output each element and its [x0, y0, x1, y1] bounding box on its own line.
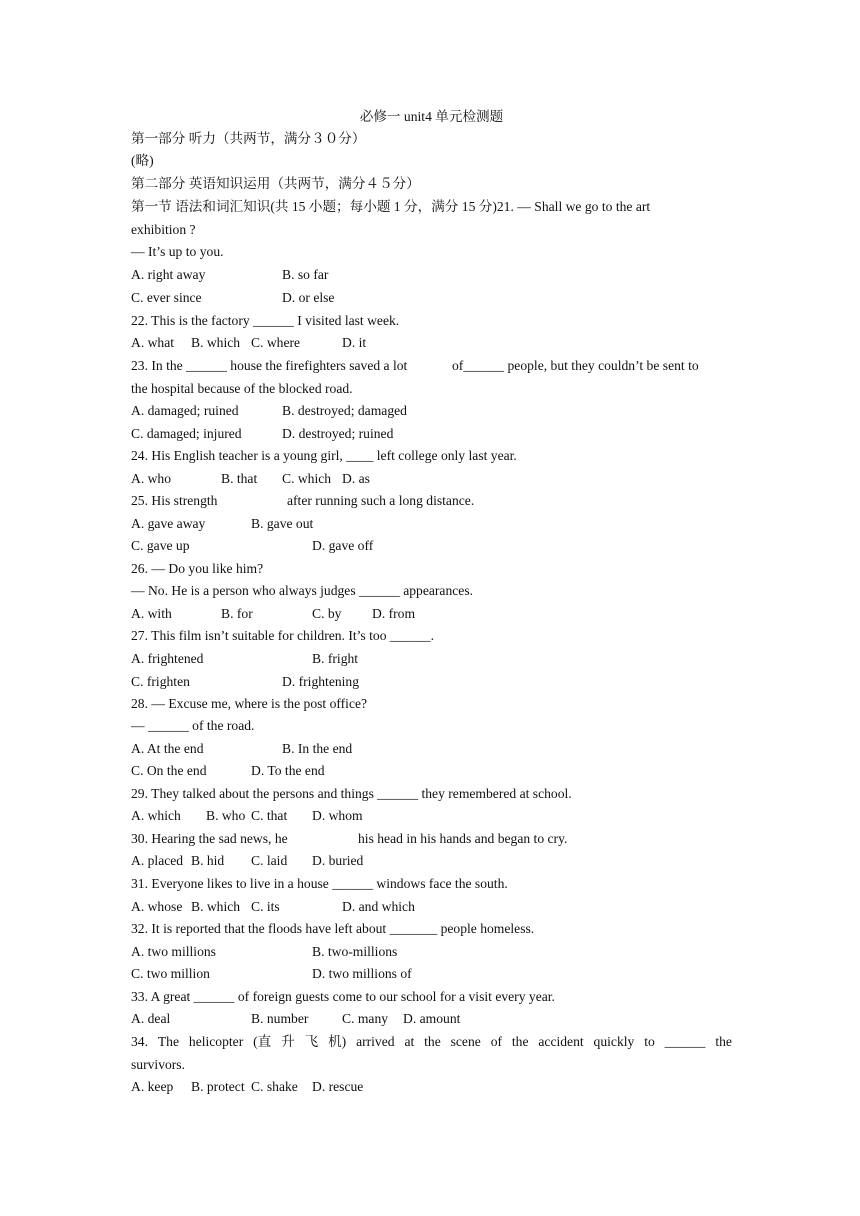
question-30-text-part-2: his head in his hands and began to cry.	[358, 831, 568, 846]
option-b: B. protect	[191, 1079, 245, 1094]
question-34-text-continued: survivors.	[131, 1057, 185, 1072]
option-a: A. which	[131, 808, 181, 823]
option-c: C. laid	[251, 853, 288, 868]
option-a: A. with	[131, 606, 172, 621]
question-23-text	[131, 355, 732, 377]
question-30-text	[131, 828, 732, 850]
question-23-text-part-2: of______ people, but they couldn’t be sent to	[452, 358, 699, 373]
question-30-text-part-1: 30. Hearing the sad news, he	[131, 831, 288, 846]
option-c: C. its	[251, 899, 280, 914]
option-d: D. it	[342, 335, 367, 350]
option-c: C. where	[251, 335, 301, 350]
question-26-text: 26. — Do you like him?	[131, 561, 264, 576]
option-b: B. for	[221, 606, 253, 621]
option-a: A. two millions	[131, 944, 216, 959]
option-d: D. whom	[312, 808, 363, 823]
option-a: A. deal	[131, 1011, 171, 1026]
option-d: D. amount	[403, 1011, 461, 1026]
question-26-options	[131, 603, 732, 625]
option-c: C. by	[312, 606, 342, 621]
option-a: A. At the end	[131, 741, 204, 756]
question-32-options-row-1	[131, 941, 732, 963]
question-34-word: accident	[538, 1034, 584, 1049]
option-b: B. number	[251, 1011, 309, 1026]
question-25-text	[131, 490, 732, 512]
option-c: C. many	[342, 1011, 389, 1026]
question-23-text-part-1: 23. In the ______ house the firefighters saved a lot	[131, 358, 408, 373]
question-31-text: 31. Everyone likes to live in a house ______ windows face the south.	[131, 876, 508, 891]
option-a: A. what	[131, 335, 175, 350]
part-two-heading: 第二部分 英语知识运用（共两节，满分４５分）	[131, 176, 420, 191]
option-d: D. two millions of	[312, 966, 412, 981]
option-c: C. ever since	[131, 290, 202, 305]
question-27-options-row-2	[131, 671, 732, 693]
option-a: A. damaged; ruined	[131, 403, 239, 418]
question-34-word: 机)	[328, 1034, 347, 1049]
question-22-options	[131, 332, 732, 354]
question-34-text	[131, 1031, 732, 1053]
question-21-options-row-2	[131, 287, 732, 309]
question-23-text-continued: the hospital because of the blocked road.	[131, 381, 353, 396]
option-a: A. placed	[131, 853, 184, 868]
question-34-word: helicopter	[188, 1034, 244, 1049]
option-b: B. fright	[312, 651, 359, 666]
option-a: A. keep	[131, 1079, 174, 1094]
question-34-word: to	[644, 1034, 655, 1049]
question-34-options	[131, 1076, 732, 1098]
option-d: D. as	[342, 471, 370, 486]
option-d: D. or else	[282, 290, 335, 305]
question-34-word: ______	[664, 1034, 706, 1049]
question-28-options-row-1	[131, 738, 732, 760]
question-30-options	[131, 850, 732, 872]
question-34-word: (直	[253, 1034, 272, 1049]
question-34-word: 飞	[304, 1034, 319, 1049]
question-33-text: 33. A great ______ of foreign guests come to our school for a visit every year.	[131, 989, 555, 1004]
option-c: C. that	[251, 808, 288, 823]
question-33-options	[131, 1008, 732, 1030]
question-28-options-row-2	[131, 760, 732, 782]
question-23-options-row-2	[131, 423, 732, 445]
question-27-options-row-1	[131, 648, 732, 670]
option-b: B. which	[191, 899, 241, 914]
part-one-note: (略)	[131, 153, 154, 168]
option-c: C. On the end	[131, 763, 207, 778]
question-34-word: 升	[281, 1034, 295, 1049]
question-25-options-row-1	[131, 513, 732, 535]
question-24-text: 24. His English teacher is a young girl, ____ left college only last year.	[131, 448, 517, 463]
question-26-answer: — No. He is a person who always judges ______ appearances.	[131, 583, 474, 598]
option-c: C. damaged; injured	[131, 426, 242, 441]
question-21-options-row-1	[131, 264, 732, 286]
question-31-options	[131, 896, 732, 918]
question-34-word: The	[157, 1034, 180, 1049]
question-34-word: at	[404, 1034, 415, 1049]
option-d: D. and which	[342, 899, 415, 914]
page-title: 必修一 unit4 单元检测题	[359, 109, 504, 124]
part-one-heading: 第一部分 听力（共两节，满分３０分）	[131, 131, 366, 146]
question-32-text: 32. It is reported that the floods have left about _______ people homeless.	[131, 921, 535, 936]
section-one-heading: 第一节 语法和词汇知识(共 15 小题；每小题 1 分，满分 15 分)21. — Shall we go to the art	[131, 199, 651, 214]
option-b: B. that	[221, 471, 258, 486]
question-21-answer: — It’s up to you.	[131, 244, 224, 259]
option-b: B. destroyed; damaged	[282, 403, 407, 418]
question-32-options-row-2	[131, 963, 732, 985]
option-b: B. In the end	[282, 741, 353, 756]
option-c: C. two million	[131, 966, 210, 981]
option-d: D. To the end	[251, 763, 325, 778]
option-d: D. from	[372, 606, 416, 621]
option-b: B. so far	[282, 267, 329, 282]
question-34-word: 34.	[131, 1034, 148, 1049]
option-b: B. two-millions	[312, 944, 398, 959]
question-28-answer: — ______ of the road.	[131, 718, 255, 733]
option-c: C. frighten	[131, 674, 190, 689]
question-34-word: the	[715, 1034, 732, 1049]
option-d: D. buried	[312, 853, 364, 868]
option-b: B. who	[206, 808, 246, 823]
question-29-options	[131, 805, 732, 827]
question-25-options-row-2	[131, 535, 732, 557]
question-21-text: exhibition ?	[131, 222, 196, 237]
question-27-text: 27. This film isn’t suitable for children. It’s too ______.	[131, 628, 435, 643]
option-d: D. frightening	[282, 674, 360, 689]
option-c: C. which	[282, 471, 332, 486]
option-b: B. hid	[191, 853, 225, 868]
option-a: A. who	[131, 471, 172, 486]
option-c: C. gave up	[131, 538, 190, 553]
question-34-word: scene	[450, 1034, 481, 1049]
question-29-text: 29. They talked about the persons and things ______ they remembered at school.	[131, 786, 572, 801]
question-25-text-part-1: 25. His strength	[131, 493, 218, 508]
question-24-options	[131, 468, 732, 490]
option-a: A. frightened	[131, 651, 204, 666]
option-a: A. gave away	[131, 516, 206, 531]
question-25-text-part-2: after running such a long distance.	[287, 493, 475, 508]
option-b: B. gave out	[251, 516, 314, 531]
option-b: B. which	[191, 335, 241, 350]
question-28-text: 28. — Excuse me, where is the post office?	[131, 696, 368, 711]
question-22-text: 22. This is the factory ______ I visited last week.	[131, 313, 400, 328]
option-c: C. shake	[251, 1079, 298, 1094]
question-34-word: quickly	[593, 1034, 635, 1049]
option-d: D. gave off	[312, 538, 374, 553]
question-34-word: of	[490, 1034, 503, 1049]
option-a: A. whose	[131, 899, 183, 914]
question-34-word: the	[424, 1034, 441, 1049]
option-d: D. destroyed; ruined	[282, 426, 394, 441]
option-d: D. rescue	[312, 1079, 364, 1094]
question-34-word: the	[511, 1034, 529, 1049]
question-34-word: arrived	[356, 1034, 395, 1049]
question-23-options-row-1	[131, 400, 732, 422]
option-a: A. right away	[131, 267, 206, 282]
